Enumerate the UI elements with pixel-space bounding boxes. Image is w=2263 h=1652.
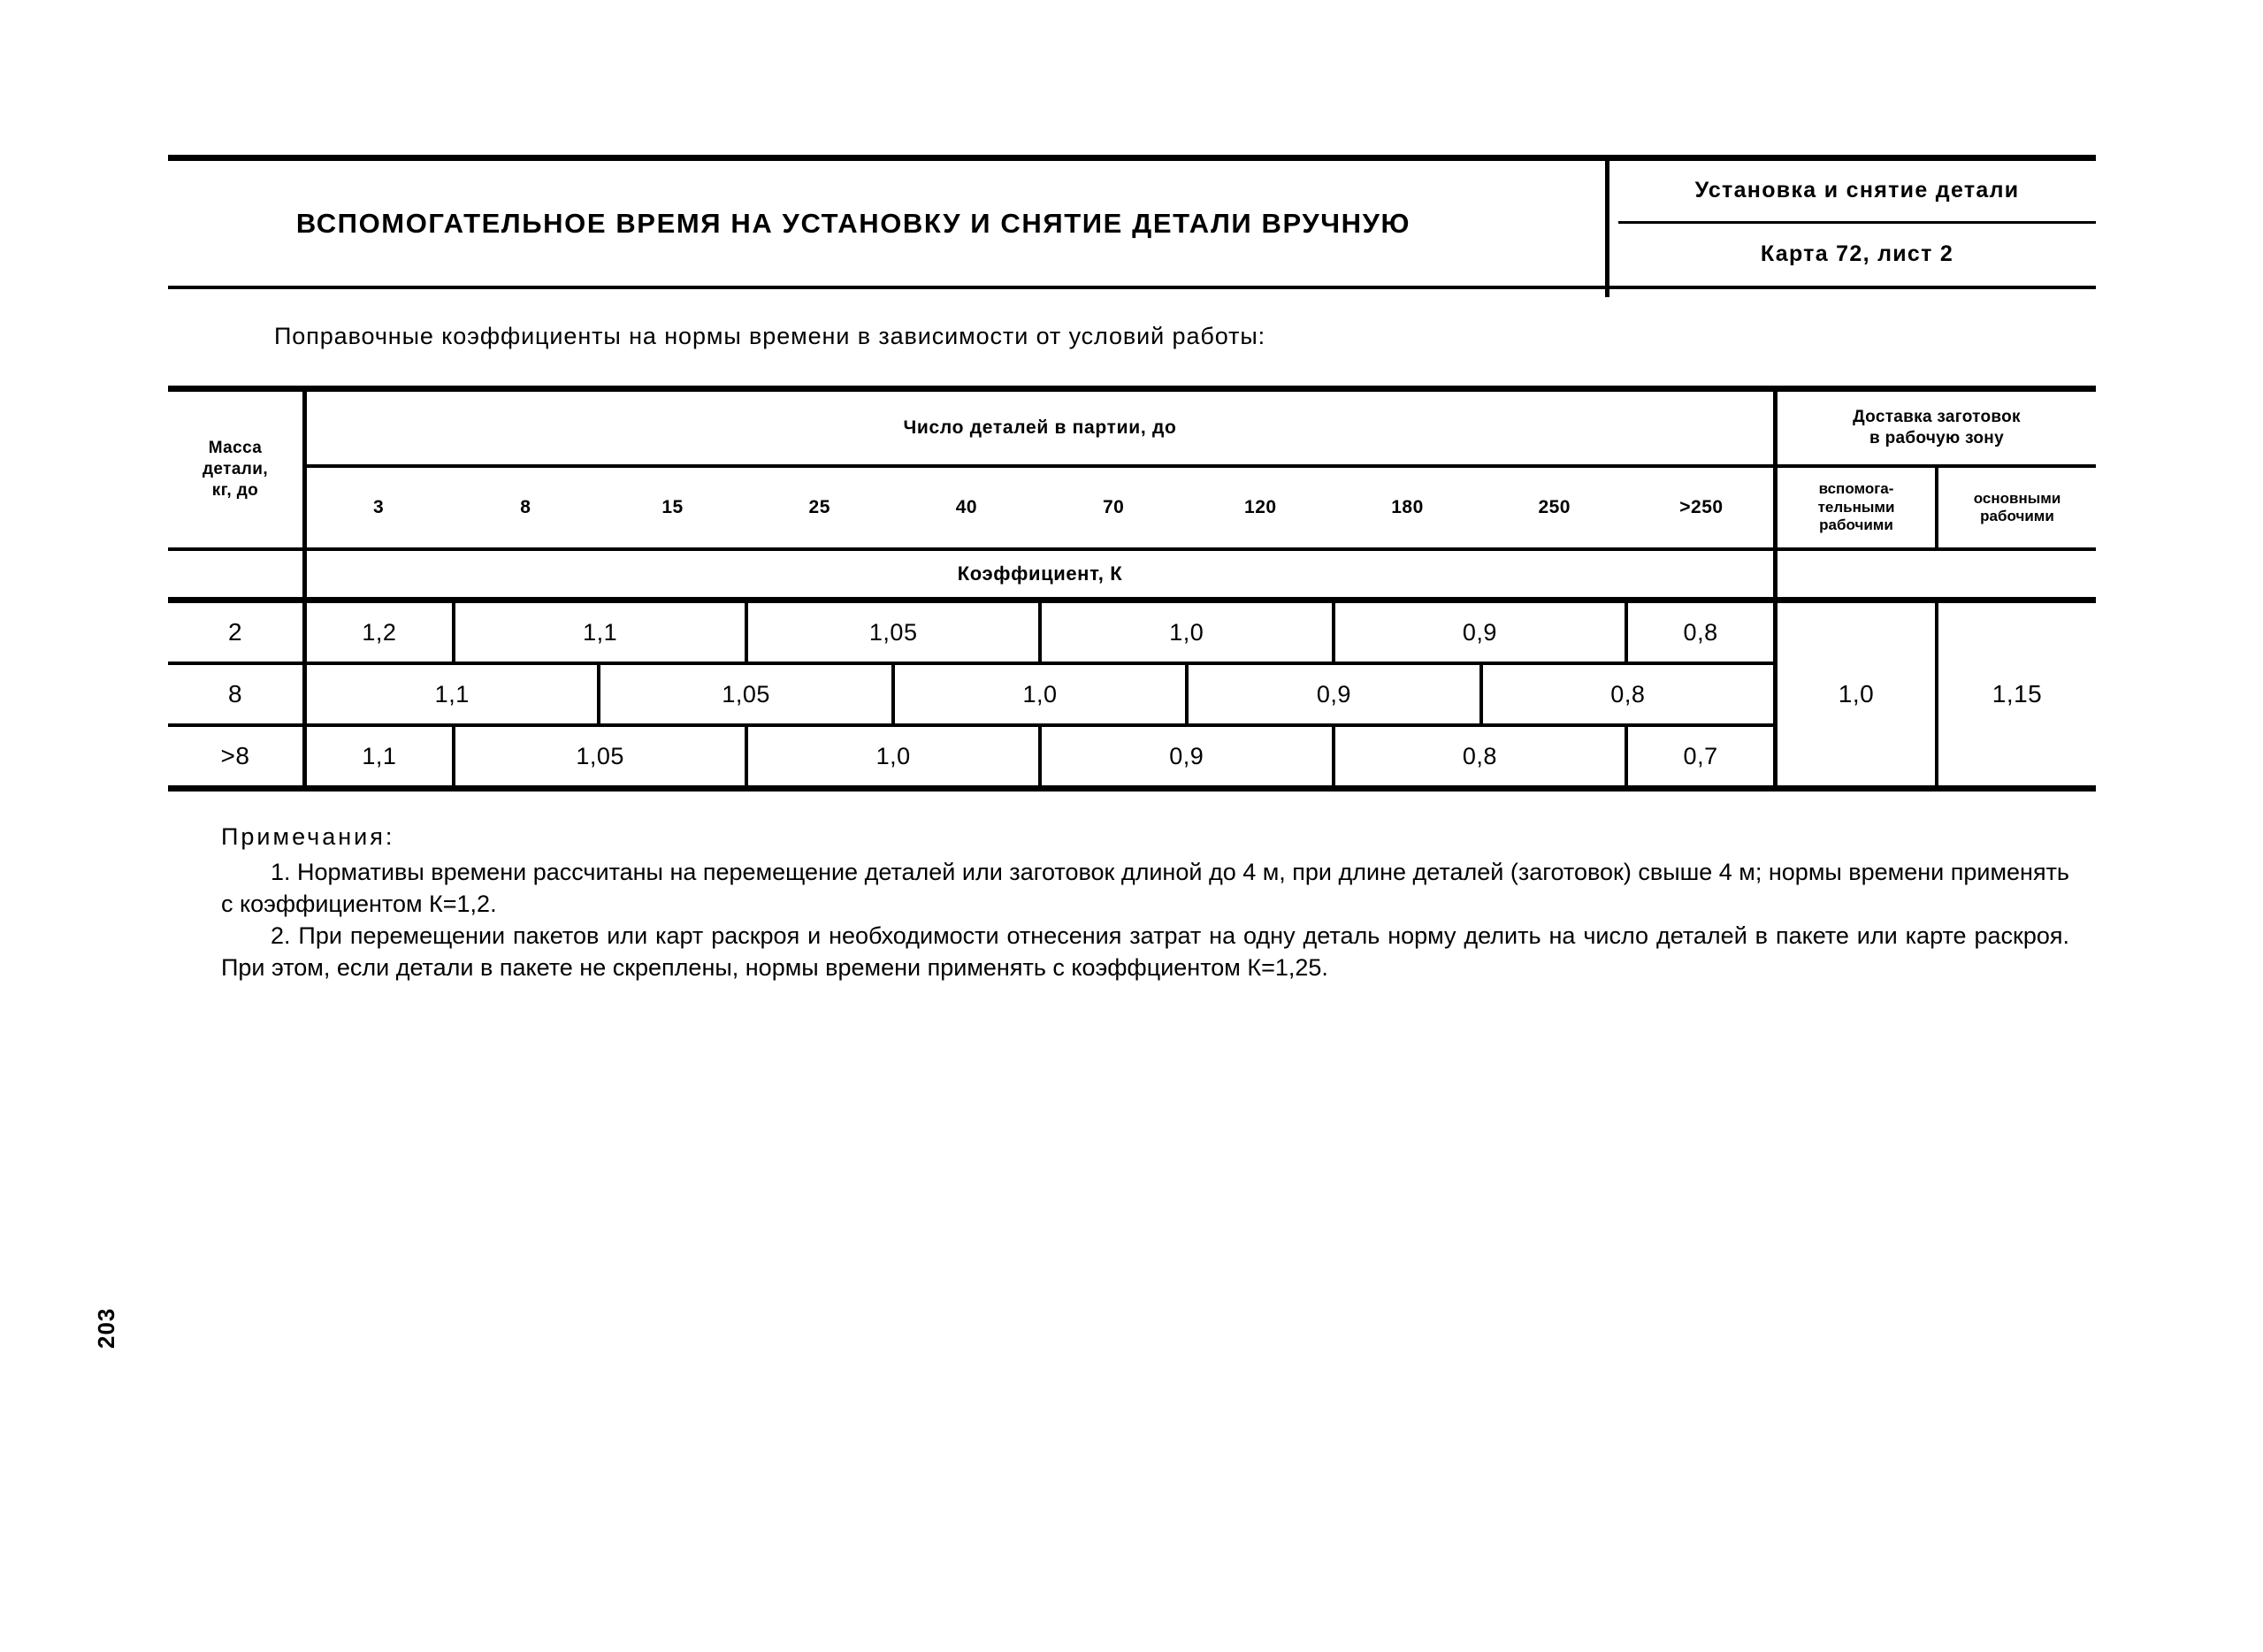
table-subtitle: Поправочные коэффициенты на нормы времени в зависимости от условий работы:: [274, 323, 1266, 349]
coefficient-band-left: [168, 551, 302, 597]
page-number: 203: [93, 1307, 119, 1349]
notes-heading: Примечания:: [221, 823, 395, 850]
coefficient-value: 0,9: [1462, 618, 1497, 646]
delivery-value-main: 1,15: [1992, 680, 2043, 707]
header-batch-label: Число деталей в партии, до: [307, 392, 1773, 468]
header-batch-column: >250: [1679, 497, 1724, 517]
coefficient-value: 0,8: [1610, 680, 1646, 707]
header-batch-columns: [307, 468, 1773, 547]
notes-block: [221, 822, 2069, 984]
table-row: [168, 603, 1773, 665]
table-row: [168, 727, 1773, 785]
note-item: 1. Нормативы времени рассчитаны на перемещение деталей или заготовок длиной до 4 м, при длине деталей (заготовок) свыше 4 м; нормы времени применять с коэффициентом К=1,2.: [221, 858, 2069, 917]
header-batch-group: [307, 392, 1773, 547]
header-batch-column: 70: [1102, 497, 1125, 517]
header-mass-cell: [168, 392, 302, 547]
card-title: ВСПОМОГАТЕЛЬНОЕ ВРЕМЯ НА УСТАНОВКУ И СНЯТИЕ ДЕТАЛИ ВРУЧНУЮ: [295, 207, 1411, 239]
header-batch-column: 3: [373, 497, 385, 517]
header-batch-column: 25: [808, 497, 830, 517]
coefficients-table: [168, 386, 2096, 792]
table-head: [168, 392, 2096, 551]
coefficient-value: 1,0: [875, 742, 911, 769]
data-rows-container: [168, 603, 1773, 785]
coefficient-value: 1,05: [868, 618, 918, 646]
coefficient-value: 1,1: [434, 680, 470, 707]
header-mass-label: Масса детали, кг, до: [202, 439, 269, 500]
header-batch-column: 120: [1244, 497, 1277, 517]
row-coefficient-cells: [307, 665, 1773, 723]
coefficient-value: 1,2: [362, 618, 397, 646]
coefficient-value: 1,1: [362, 742, 397, 769]
table-body: [168, 603, 2096, 785]
table-row: [168, 665, 1773, 727]
coefficient-value: 0,8: [1683, 618, 1718, 646]
header-delivery-text: Доставка заготовок в рабочую зону: [1853, 408, 2021, 447]
card-sheet-number: Карта 72, лист 2: [1760, 241, 1954, 267]
coefficient-value: 0,7: [1683, 742, 1718, 769]
coefficient-band: [168, 551, 2096, 603]
row-coefficient-cells: [307, 603, 1773, 662]
coefficient-value: 1,0: [1022, 680, 1058, 707]
row-coefficient-cells: [307, 727, 1773, 785]
row-mass-value: >8: [220, 742, 250, 769]
delivery-values: [1778, 603, 2096, 785]
note-item: 2. При перемещении пакетов или карт раскроя и необходимости отнесения затрат на одну деталь норму делить на число деталей в пакете или карте раскроя. При этом, если детали в пакете не скреплены, нормы времени применять с коэффциентом К=1,25.: [221, 922, 2069, 981]
header-delivery-label: [1778, 392, 2096, 468]
coefficient-value: 1,05: [722, 680, 770, 707]
coefficient-value: 1,05: [576, 742, 624, 769]
coefficient-value: 1,1: [583, 618, 618, 646]
coefficient-value: 0,9: [1169, 742, 1204, 769]
header-batch-column: 40: [955, 497, 978, 517]
header-batch-column: 8: [520, 497, 531, 517]
delivery-value-aux: 1,0: [1838, 680, 1875, 707]
coefficient-value: 0,9: [1316, 680, 1351, 707]
header-vertical-divider: [1605, 157, 1609, 297]
header-batch-column: 250: [1538, 497, 1571, 517]
coefficient-band-right: [1778, 551, 2096, 597]
header-delivery-main: основными рабочими: [1973, 489, 2061, 524]
row-mass-value: 8: [227, 680, 243, 707]
header-delivery-group: [1778, 392, 2096, 547]
card-header-right: [1618, 161, 2096, 286]
header-batch-column: 180: [1391, 497, 1424, 517]
coefficient-value: 0,8: [1462, 742, 1497, 769]
row-mass-value: 2: [227, 618, 243, 646]
coefficient-label: Коэффициент, К: [957, 562, 1123, 585]
coefficient-value: 1,0: [1169, 618, 1204, 646]
header-delivery-subcolumns: [1778, 468, 2096, 547]
header-delivery-aux: вспомога- тельными рабочими: [1817, 480, 1895, 534]
header-batch-column: 15: [661, 497, 684, 517]
norm-card-sheet: [168, 155, 2096, 984]
card-header: [168, 155, 2096, 289]
card-operation-name: Установка и снятие детали: [1618, 161, 2096, 224]
